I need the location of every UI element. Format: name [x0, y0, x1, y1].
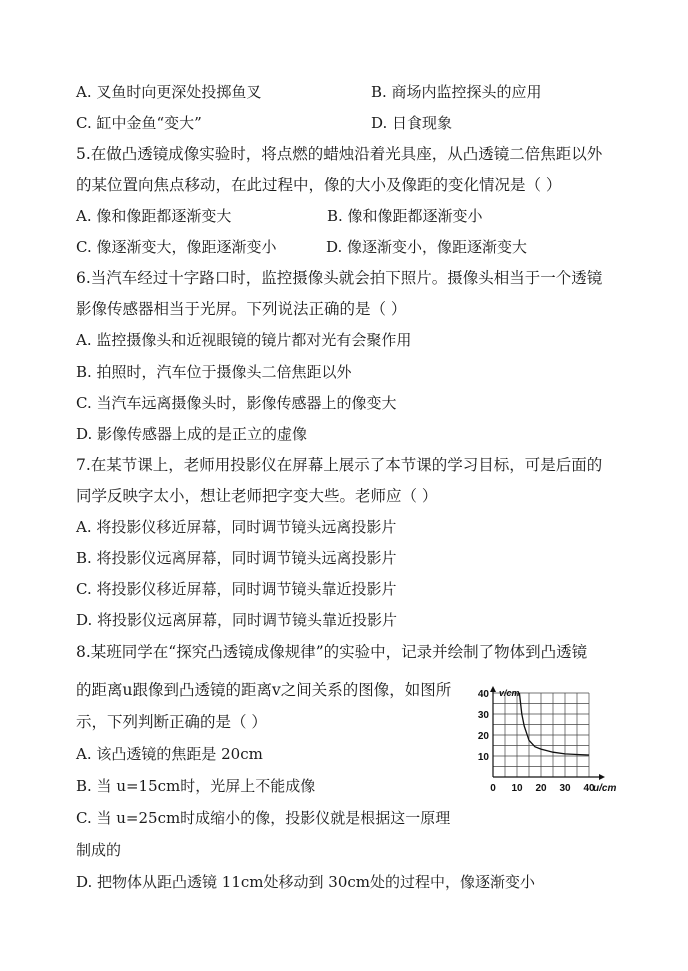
- x-axis-arrow: [599, 774, 605, 780]
- q5-stem-line2: 的某位置向焦点移动，在此过程中，像的大小及像距的变化情况是（ ）: [76, 176, 562, 194]
- q8-option-c-line2: 制成的: [76, 841, 122, 859]
- q6-option-c: C. 当汽车远离摄像头时，影像传感器上的像变大: [76, 394, 397, 412]
- y-axis-arrow: [490, 686, 496, 692]
- y-tick-label: 20: [477, 731, 489, 742]
- x-tick-label: 30: [559, 783, 571, 794]
- q5-option-c: C. 像逐渐变大，像距逐渐变小: [76, 238, 277, 256]
- q4-option-d: D. 日食现象: [371, 114, 453, 132]
- q7-option-c: C. 将投影仪移近屏幕，同时调节镜头靠近投影片: [76, 580, 397, 598]
- q8-option-c-line1: C. 当 u=25cm时成缩小的像，投影仪就是根据这一原理: [76, 809, 451, 827]
- q7-option-a: A. 将投影仪移近屏幕，同时调节镜头远离投影片: [76, 518, 397, 536]
- q4-option-b: B. 商场内监控探头的应用: [371, 83, 542, 101]
- q6-option-d: D. 影像传感器上成的是正立的虚像: [76, 425, 308, 443]
- q6-option-b: B. 拍照时，汽车位于摄像头二倍焦距以外: [76, 363, 352, 381]
- q4-option-a: A. 叉鱼时向更深处投掷鱼叉: [76, 83, 262, 101]
- x-tick-label: 0: [490, 783, 496, 794]
- q7-option-b: B. 将投影仪远离屏幕，同时调节镜头远离投影片: [76, 549, 397, 567]
- q8-option-b: B. 当 u=15cm时，光屏上不能成像: [76, 777, 316, 795]
- q6-option-a: A. 监控摄像头和近视眼镜的镜片都对光有会聚作用: [76, 331, 412, 349]
- q8-stem-line2: 的距离u跟像到凸透镜的距离v之间关系的图像，如图所: [76, 681, 452, 699]
- q6-stem-line1: 6.当汽车经过十字路口时，监控摄像头就会拍下照片。摄像头相当于一个透镜: [76, 269, 603, 287]
- q7-stem-line1: 7.在某节课上，老师用投影仪在屏幕上展示了本节课的学习目标，可是后面的: [76, 456, 603, 474]
- q5-option-b: B. 像和像距都逐渐变小: [327, 207, 483, 225]
- x-tick-label: 20: [535, 783, 547, 794]
- y-axis-label: v/cm: [499, 688, 520, 698]
- q7-stem-line2: 同学反映字太小，想让老师把字变大些。老师应（ ）: [76, 487, 438, 505]
- y-tick-label: 30: [477, 710, 489, 721]
- q4-option-c: C. 缸中金鱼“变大”: [76, 114, 202, 132]
- x-axis-label: u/cm: [593, 783, 617, 794]
- q5-option-d: D. 像逐渐变小，像距逐渐变大: [326, 238, 528, 256]
- x-tick-label: 10: [511, 783, 523, 794]
- q6-stem-line2: 影像传感器相当于光屏。下列说法正确的是（ ）: [76, 300, 407, 318]
- uv-graph: [470, 686, 620, 804]
- q8-stem-line3: 示，下列判断正确的是（ ）: [76, 713, 267, 731]
- q8-stem-line1: 8.某班同学在“探究凸透镜成像规律”的实验中，记录并绘制了物体到凸透镜: [76, 643, 588, 661]
- q7-option-d: D. 将投影仪远离屏幕，同时调节镜头靠近投影片: [76, 611, 398, 629]
- y-tick-label: 40: [477, 689, 489, 700]
- q8-option-a: A. 该凸透镜的焦距是 20cm: [76, 745, 263, 763]
- x-tick-label: 40: [583, 783, 595, 794]
- q5-option-a: A. 像和像距都逐渐变大: [76, 207, 232, 225]
- q5-stem-line1: 5.在做凸透镜成像实验时，将点燃的蜡烛沿着光具座，从凸透镜二倍焦距以外: [76, 145, 603, 163]
- y-tick-label: 10: [477, 752, 489, 763]
- q8-option-d: D. 把物体从距凸透镜 11cm处移动到 30cm处的过程中，像逐渐变小: [76, 873, 535, 891]
